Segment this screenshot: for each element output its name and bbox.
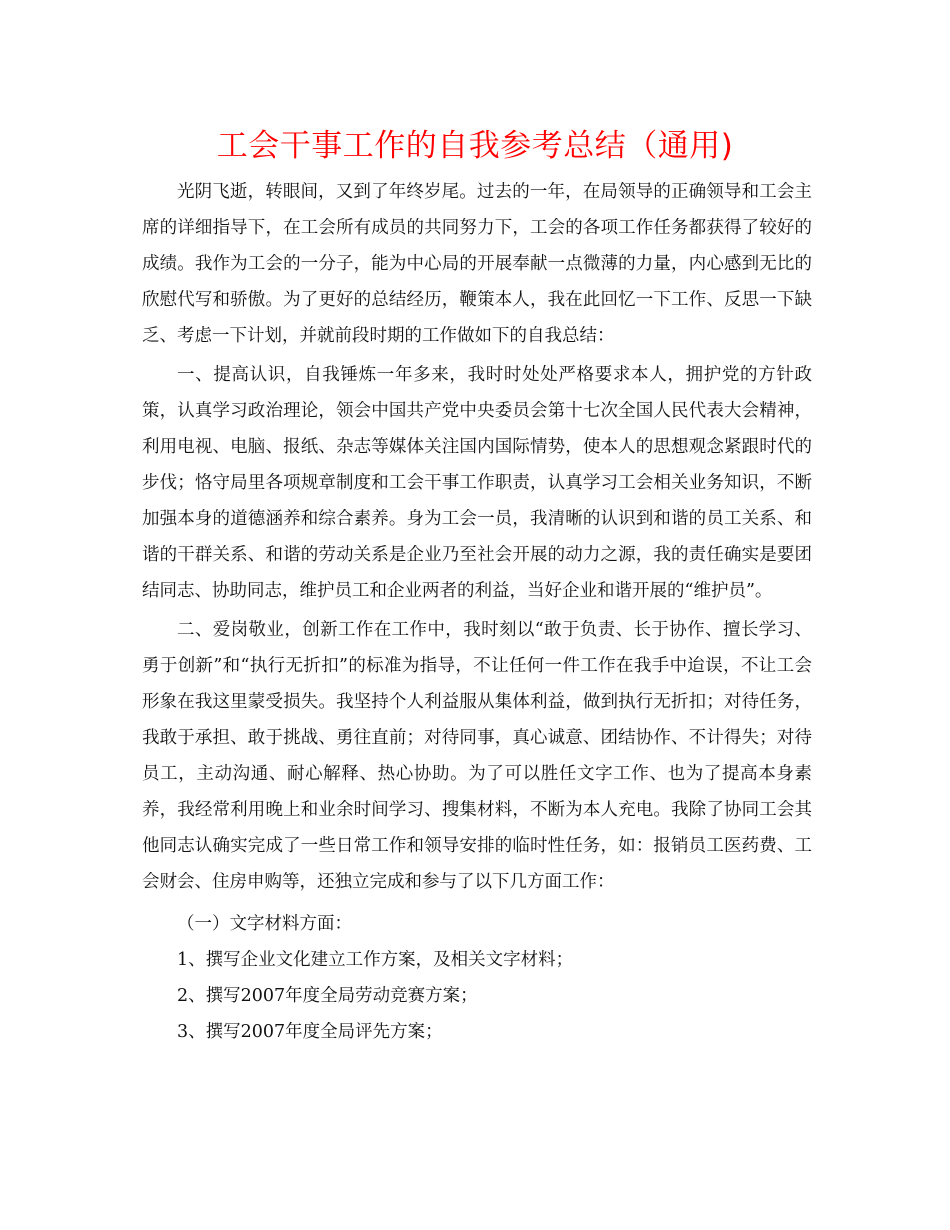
subheading-text-materials: （一）文字材料方面： <box>177 914 352 934</box>
paragraph-intro: 光阴飞逝，转眼间，又到了年终岁尾。过去的一年，在局领导的正确领导和工会主席的详细指导下，在工会所有成员的共同努力下，工会的各项工作任务都获得了较好的成绩。我作为工会的一分子，能为中心局的开展奉献一点微薄的力量，内心感到无比的欣慰代写和骄傲。为了更好的总结经历，鞭策本人，我在此回忆一下工作、反思一下缺乏、考虑一下计划，并就前段时期的工作做如下的自我总结： <box>142 182 812 346</box>
document-title: 工会干事工作的自我参考总结（通用) <box>216 128 734 164</box>
list-item: 2、撰写2007年度全局劳动竞赛方案； <box>177 986 478 1006</box>
list-item: 1、撰写企业文化建立工作方案，及相关文字材料； <box>177 950 574 970</box>
paragraph-section-2: 二、爱岗敬业，创新工作在工作中，我时刻以“敢于负责、长于协作、擅长学习、勇于创新”和“执行无折扣”的标准为指导，不让任何一件工作在我手中迨误，不让工会形象在我这里蒙受损失。我坚持个人利益服从集体利益，做到执行无折扣；对待任务，我敢于承担、敢于挑战、勇往直前；对待同事，真心诚意、团结协作、不计得失；对待员工，主动沟通、耐心解释、热心协助。为了可以胜任文字工作、也为了提高本身素养，我经常利用晚上和业余时间学习、搜集材料，不断为本人充电。我除了协同工会其他同志认确实完成了一些日常工作和领导安排的临时性任务，如：报销员工医药费、工会财会、住房申购等，还独立完成和参与了以下几方面工作： <box>142 620 812 892</box>
paragraph-section-1: 一、提高认识，自我锤炼一年多来，我时时处处严格要求本人，拥护党的方针政策，认真学习政治理论，领会中国共产党中央委员会第十七次全国人民代表大会精神，利用电视、电脑、报纸、杂志等媒体关注国内国际情势，使本人的思想观念紧跟时代的步伐；恪守局里各项规章制度和工会干事工作职责，认真学习工会相关业务知识，不断加强本身的道德涵养和综合素养。身为工会一员，我清晰的认识到和谐的员工关系、和谐的干群关系、和谐的劳动关系是企业乃至社会开展的动力之源，我的责任确实是要团结同志、协助同志，维护员工和企业两者的利益，当好企业和谐开展的“维护员”。 <box>142 365 812 601</box>
document-body <box>142 174 812 1050</box>
list-item: 3、撰写2007年度全局评先方案； <box>177 1022 443 1042</box>
